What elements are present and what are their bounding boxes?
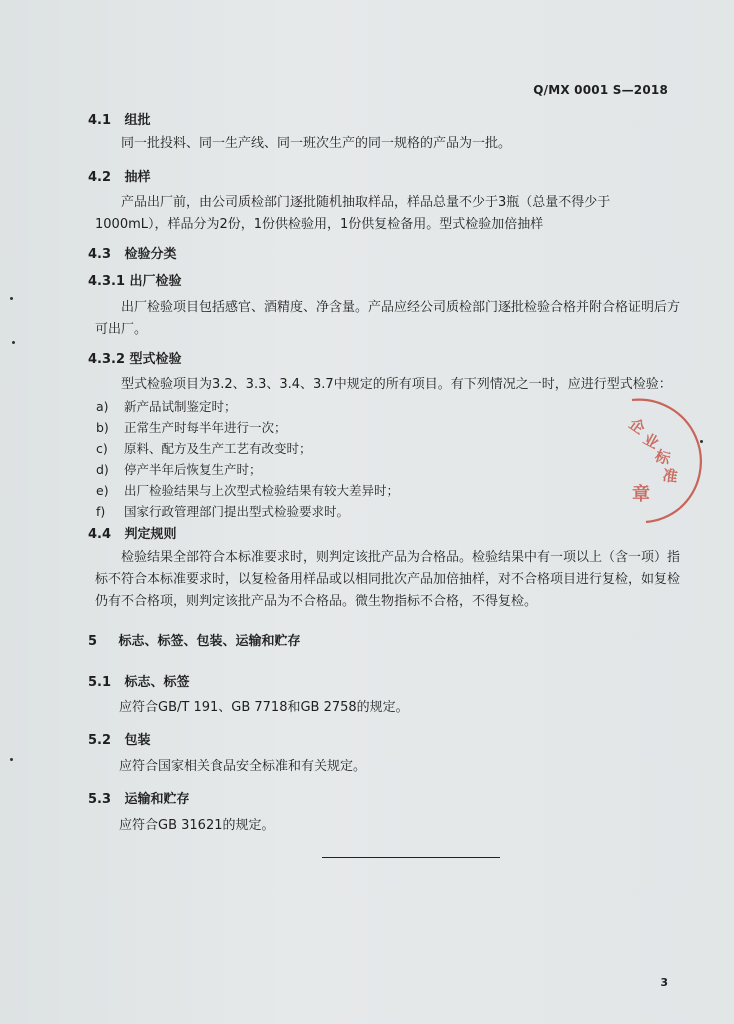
heading-number: 4.3 (88, 247, 112, 262)
heading-5-3 (88, 788, 190, 807)
list-text: 出厂检验结果与上次型式检验结果有较大差异时； (124, 483, 400, 498)
heading-title: 运输和贮存 (124, 792, 190, 807)
heading-4-3-1 (88, 270, 182, 289)
list-item (96, 501, 399, 522)
heading-5-1 (88, 671, 190, 690)
svg-text:企: 企 (625, 414, 649, 438)
heading-title: 标志、标签、包装、运输和贮存 (118, 634, 301, 649)
company-seal-stamp (592, 388, 710, 528)
heading-title: 标志、标签 (124, 675, 190, 690)
end-rule (322, 857, 500, 858)
scan-speck (10, 758, 13, 761)
heading-number: 5.1 (88, 675, 112, 690)
scan-speck (12, 341, 15, 344)
scan-speck (700, 440, 703, 443)
heading-title: 出厂检验 (129, 274, 182, 289)
heading-number: 4.3.1 (88, 274, 126, 289)
svg-text:业: 业 (640, 429, 662, 453)
list-item (96, 396, 399, 417)
page-number: 3 (660, 976, 668, 989)
list-marker: e) (96, 483, 109, 498)
list-text: 正常生产时每半年进行一次； (124, 420, 287, 435)
heading-number: 5 (88, 634, 98, 649)
heading-title: 判定规则 (124, 527, 177, 542)
paragraph-4-4: 检验结果全部符合本标准要求时，则判定该批产品为合格品。检验结果中有一项以上（含一项）指标不符合本标准要求时，以复检备用样品或以相同批次产品加倍抽样，对不合格项目进行复检，如复检仍有不合格项，则判定该批产品为不合格品。微生物指标不合格，不得复检。 (95, 550, 681, 609)
svg-text:准: 准 (661, 466, 679, 487)
heading-4-4 (88, 523, 177, 542)
list-marker: d) (96, 462, 109, 477)
paragraph-5-3: 应符合GB 31621的规定。 (119, 818, 275, 833)
heading-4-2 (88, 166, 151, 185)
svg-text:标: 标 (652, 446, 673, 469)
paragraph-4-2: 产品出厂前，由公司质检部门逐批随机抽取样品，样品总量不少于3瓶（总量不得少于1000mL），样品分为2份，1份供检验用，1份供复检备用。型式检验加倍抽样 (95, 195, 611, 232)
heading-number: 4.3.2 (88, 352, 126, 367)
list-item (96, 417, 399, 438)
type-inspection-conditions-list (96, 396, 399, 522)
heading-title: 型式检验 (129, 352, 182, 367)
heading-number: 4.1 (88, 113, 112, 128)
heading-title: 抽样 (124, 170, 151, 185)
heading-number: 4.2 (88, 170, 112, 185)
heading-title: 组批 (124, 113, 151, 128)
list-marker: a) (96, 399, 109, 414)
paragraph-4-3-2: 型式检验项目为3.2、3.3、3.4、3.7中规定的所有项目。有下列情况之一时，应进行型式检验： (121, 377, 672, 392)
heading-title: 检验分类 (124, 247, 177, 262)
heading-5 (88, 630, 301, 649)
list-marker: b) (96, 420, 109, 435)
heading-4-3-2 (88, 348, 182, 367)
list-text: 国家行政管理部门提出型式检验要求时。 (124, 504, 350, 519)
list-marker: f) (96, 504, 106, 519)
list-text: 停产半年后恢复生产时； (124, 462, 262, 477)
scan-speck (10, 297, 13, 300)
paragraph-4-3-1: 出厂检验项目包括感官、酒精度、净含量。产品应经公司质检部门逐批检验合格并附合格证明后方可出厂。 (95, 300, 681, 337)
paragraph-5-2: 应符合国家相关食品安全标准和有关规定。 (119, 759, 367, 774)
heading-number: 5.3 (88, 792, 112, 807)
heading-5-2 (88, 729, 151, 748)
list-text: 原料、配方及生产工艺有改变时； (124, 441, 312, 456)
heading-4-1 (88, 109, 151, 128)
heading-number: 5.2 (88, 733, 112, 748)
list-item (96, 459, 399, 480)
heading-4-3 (88, 243, 177, 262)
heading-title: 包装 (124, 733, 151, 748)
list-item (96, 480, 399, 501)
list-marker: c) (96, 441, 108, 456)
list-text: 新产品试制鉴定时； (124, 399, 237, 414)
paragraph-5-1: 应符合GB/T 191、GB 7718和GB 2758的规定。 (119, 700, 409, 715)
heading-number: 4.4 (88, 527, 112, 542)
standard-code: Q/MX 0001 S—2018 (533, 83, 668, 97)
list-item (96, 438, 399, 459)
svg-text:章: 章 (632, 484, 650, 505)
paragraph-4-1: 同一批投料、同一生产线、同一班次生产的同一规格的产品为一批。 (121, 136, 512, 151)
